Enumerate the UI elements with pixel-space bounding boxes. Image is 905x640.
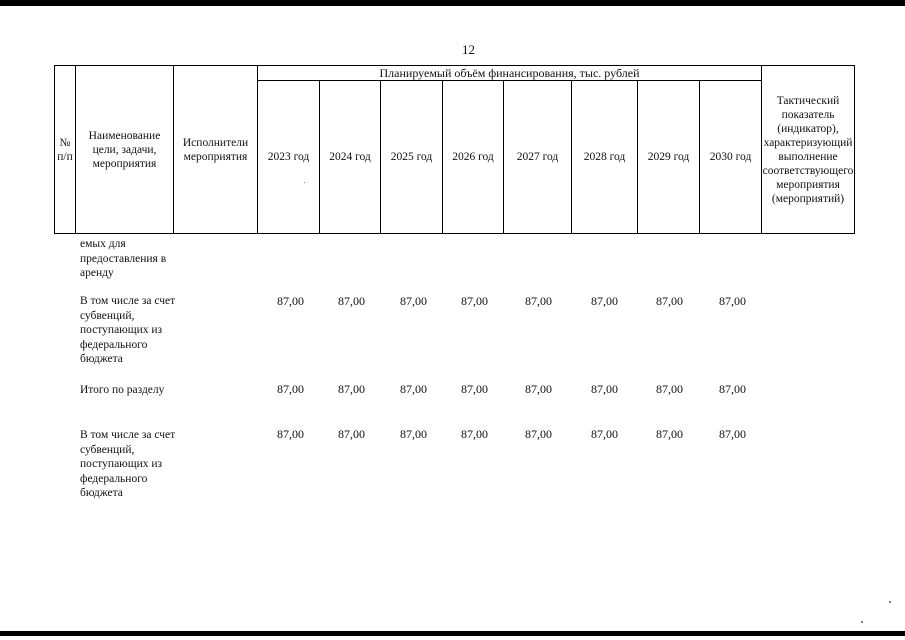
row-value: 87,00	[591, 294, 618, 308]
row-value: 87,00	[400, 382, 427, 396]
row-value: 87,00	[461, 294, 488, 308]
row-value: 87,00	[277, 294, 304, 308]
row-value: 87,00	[591, 427, 618, 441]
row-value: 87,00	[656, 427, 683, 441]
header-year: 2030 год	[700, 81, 762, 234]
row-value: 87,00	[525, 427, 552, 441]
table-header	[54, 65, 855, 234]
header-year: 2027 год	[504, 81, 572, 234]
header-planned: Планируемый объём финансирования, тыс. рублей	[258, 66, 762, 81]
header-year: 2024 год	[320, 81, 381, 234]
row-value: 87,00	[719, 294, 746, 308]
header-year: 2023 год	[258, 81, 320, 234]
scan-speck	[889, 601, 891, 603]
row-label: Итого по разделу	[80, 384, 165, 396]
row-value: 87,00	[525, 294, 552, 308]
row-value: 87,00	[338, 427, 365, 441]
row-value: 87,00	[277, 427, 304, 441]
header-name: Наименование цели, задачи, мероприятия	[76, 66, 174, 234]
row-value: 87,00	[338, 294, 365, 308]
header-year: 2026 год	[443, 81, 504, 234]
top-border	[0, 0, 905, 6]
row-label: В том числе за счет субвенций, поступающих из федерального бюджета	[80, 295, 176, 365]
header-num: № п/п	[55, 66, 76, 234]
header-indicator: Тактический показатель (индикатор), характеризующий выполнение соответствующего мероприятия (мероприятий)	[762, 66, 855, 234]
row-value: 87,00	[656, 294, 683, 308]
header-year: 2029 год	[638, 81, 700, 234]
header-year: 2025 год	[381, 81, 443, 234]
row-value: 87,00	[591, 382, 618, 396]
header-executors: Исполнители мероприятия	[174, 66, 258, 234]
bottom-border	[0, 631, 905, 636]
row-value: 87,00	[400, 427, 427, 441]
row-value: 87,00	[719, 427, 746, 441]
row-value: 87,00	[400, 294, 427, 308]
row-value: 87,00	[338, 382, 365, 396]
continuation-text: емых для предоставления в аренду	[80, 238, 167, 279]
header-year: 2028 год	[572, 81, 638, 234]
row-value: 87,00	[525, 382, 552, 396]
row-value: 87,00	[461, 427, 488, 441]
page-number: 12	[462, 42, 475, 57]
row-value: 87,00	[719, 382, 746, 396]
scan-speck	[304, 182, 305, 183]
row-value: 87,00	[461, 382, 488, 396]
scan-speck	[861, 621, 863, 623]
row-value: 87,00	[656, 382, 683, 396]
row-value: 87,00	[277, 382, 304, 396]
row-label: В том числе за счет субвенций, поступающих из федерального бюджета	[80, 429, 176, 499]
